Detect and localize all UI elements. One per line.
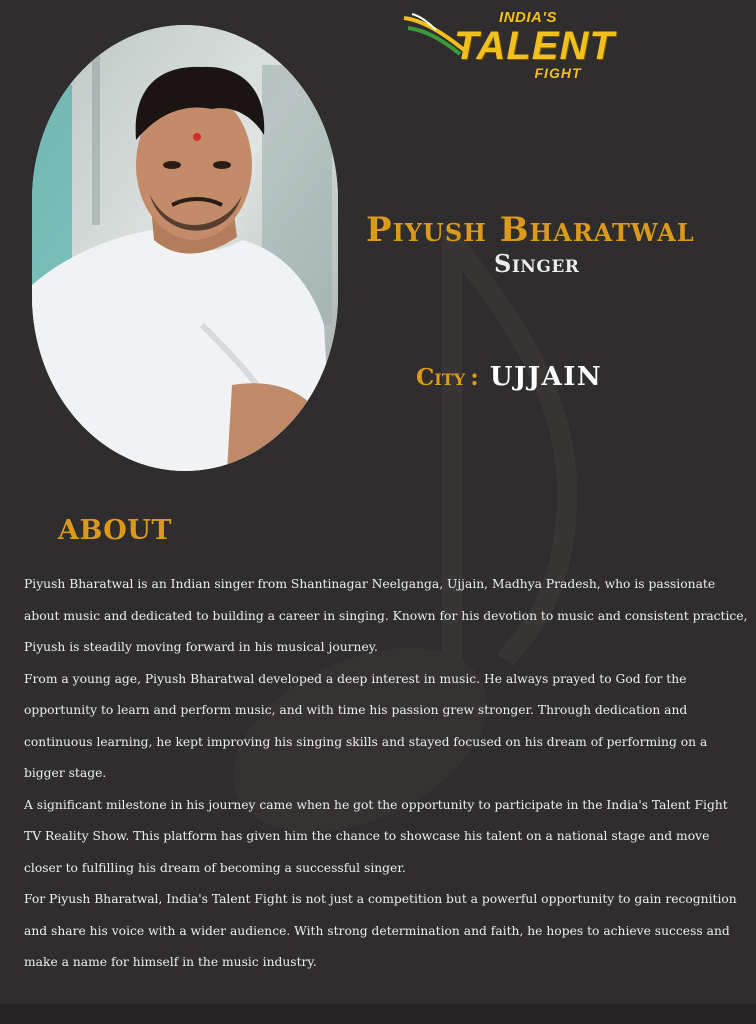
footer-strip: [0, 1004, 756, 1024]
about-heading: ABOUT: [58, 515, 172, 546]
about-paragraph-2: From a young age, Piyush Bharatwal developed a deep interest in music. He always prayed to God for the opportunity to learn and perform music, and with time his passion grew stronger. Through dedication and continuous learning, he kept improving his singing skills and stayed focused on his dream of performing on a bigger stage.: [24, 671, 708, 780]
about-paragraph-3: A significant milestone in his journey came when he got the opportunity to participate in the India's Talent Fight TV Reality Show. This platform has given him the chance to showcase his talent on a national stage and move closer to fulfilling his dream of becoming a successful singer.: [24, 797, 728, 875]
about-paragraph-1: Piyush Bharatwal is an Indian singer from Shantinagar Neelganga, Ujjain, Madhya Pradesh, who is passionate about music and dedicated to building a career in singing. Known for his devotion to music and consistent practice, Piyush is steadily moving forward in his musical journey.: [24, 577, 748, 654]
city-line: [416, 362, 602, 392]
about-body: [24, 569, 748, 979]
logo-text-line2: TALENT: [454, 24, 615, 68]
profile-photo-illustration: [32, 25, 338, 471]
participant-role: Singer: [494, 249, 580, 278]
city-label: City: [416, 364, 466, 391]
indias-talent-fight-logo: [402, 6, 615, 86]
logo-text-line3: FIGHT: [534, 65, 582, 81]
city-value: UJJAIN: [489, 362, 603, 392]
participant-name: Piyush Bharatwal: [366, 210, 695, 250]
profile-photo: [32, 25, 338, 471]
logo-text-line1: INDIA'S: [499, 9, 557, 26]
city-separator: :: [470, 364, 479, 391]
about-paragraph-4: For Piyush Bharatwal, India's Talent Fight is not just a competition but a powerful opportunity to gain recognition and share his voice with a wider audience. With strong determination and faith, he hopes to achieve success and make a name for himself in the music industry.: [24, 892, 737, 969]
